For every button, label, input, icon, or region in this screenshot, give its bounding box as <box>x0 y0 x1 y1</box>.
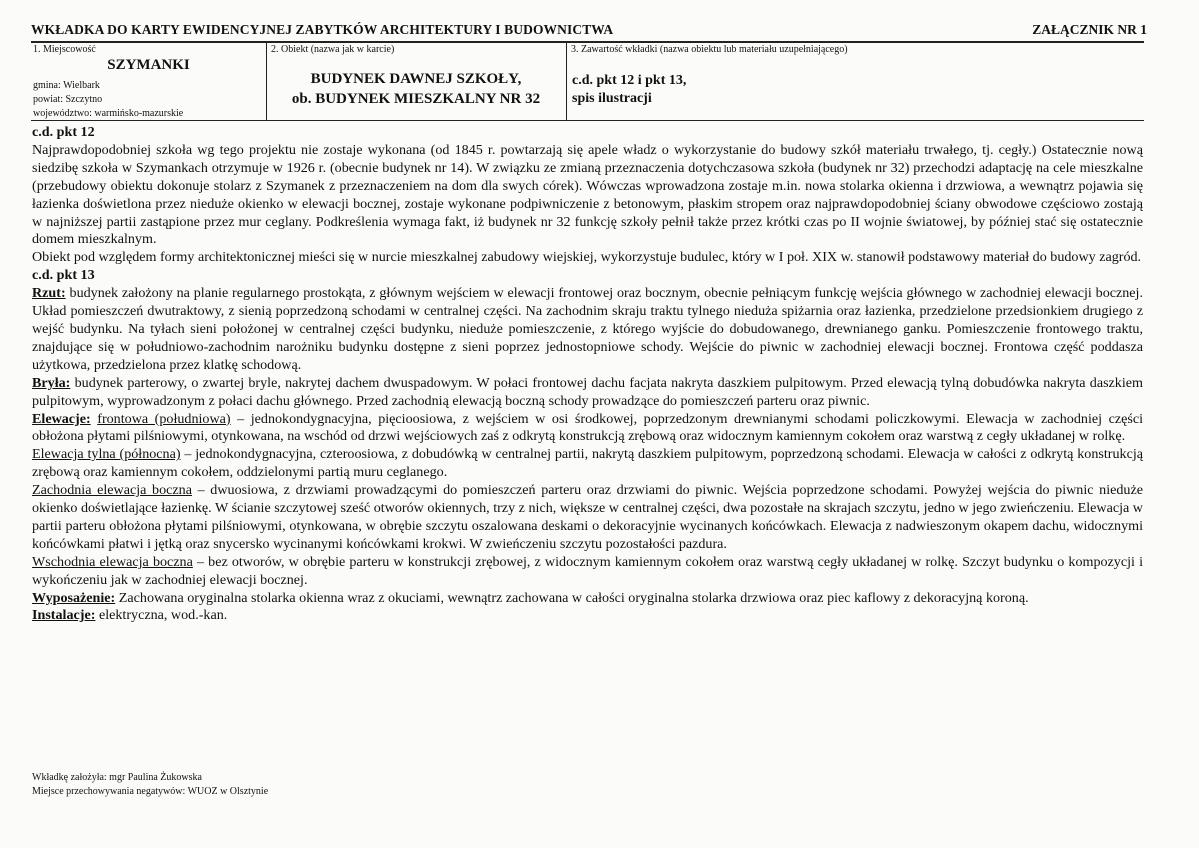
attachment-number: ZAŁĄCZNIK NR 1 <box>1032 22 1147 37</box>
rzut-text: budynek założony na planie regularnego prostokąta, z głównym wejściem w elewacji frontowej oraz bocznym, obecnie pełniącym funkcję wejścia głównego w zachodniej elewacji bocznej. Układ pomieszczeń dwutraktowy, z sienią poprzedzoną schodami w centralnej części. Na zachodnim skraju traktu tylnego nieduża spiżarnia oraz łazienka, przedzielone przedsionkiem drugiego z wejść budynku. Na tyłach sieni położonej w centralnej części budynku, nieduże pomieszczenie, z którego wyjście do dobudowanego, drewnianego ganku. Pomieszczenie frontowego traktu, znajdujące się w południowo-zachodnim narożniku budynku dostępne z sieni poprzez jednostopniowe schody. Wejście do piwnic w zachodniej elewacji bocznej. Frontowa część poddasza użytkowa, przedzielona przez klatkę schodową. <box>32 285 1143 373</box>
wojewodztwo-line: województwo: warmińsko-mazurskie <box>33 108 184 119</box>
instalacje-paragraph <box>32 607 1143 625</box>
wyposazenie-text: Zachowana oryginalna stolarka okienna wraz z okuciami, wewnątrz zachowana w całości oryginalna stolarka drzwiowa oraz piec kaflowy z dekoracyjną koroną. <box>115 589 1029 606</box>
wschodnia-paragraph <box>32 554 1143 590</box>
contents-line-2: spis ilustracji <box>572 91 652 106</box>
bryla-text: budynek parterowy, o zwartej bryle, nakrytej dachem dwuspadowym. W połaci frontowej dachu facjata nakryta daszkiem pulpitowym. Przed elewacją tylną dobudówka nakryta daszkiem pulpitowym, wyprowadzonym z połaci dachu głównego. Przed zachodnią elewacją boczną schody prowadzące do pomieszczeń parteru oraz piwnic. <box>32 374 1143 409</box>
frontowa-label: frontowa (południowa) <box>97 410 231 427</box>
negatives-location-line: Miejsce przechowywania negatywów: WUOZ w Olsztynie <box>32 785 269 797</box>
document-body <box>32 124 1143 625</box>
tylna-paragraph <box>32 446 1143 482</box>
object-name-line-2: ob. BUDYNEK MIESZKALNY NR 32 <box>291 91 541 107</box>
pkt12-heading: c.d. pkt 12 <box>32 124 95 140</box>
powiat-line: powiat: Szczytno <box>33 94 103 105</box>
locality-label: 1. Miejscowość <box>33 44 96 55</box>
gmina-line: gmina: Wielbark <box>33 80 100 91</box>
frontowa-text: – jednokondygnacyjna, pięcioosiowa, z wejściem w osi środkowej, poprzedzonym drewnianymi schodami policzkowymi. Elewacja w zachodniej części obłożona płytami pilśniowymi, otynkowana, na wschód od drzwi wejściowych zaś z odkrytą konstrukcją zrębową oraz widocznym kamiennym cokołem oraz warstwą z cegły układanej w rolkę. <box>32 410 1143 445</box>
rzut-paragraph <box>32 285 1143 375</box>
zachodnia-paragraph <box>32 482 1143 554</box>
author-line: Wkładkę założyła: mgr Paulina Żukowska <box>32 772 202 783</box>
instalacje-label: Instalacje: <box>32 607 96 624</box>
instalacje-text: elektryczna, wod.-kan. <box>95 607 228 624</box>
zachodnia-text: – dwuosiowa, z drzwiami prowadzącymi do pomieszczeń parteru oraz drzwiami do piwnic. Wejścia poprzedzone schodami. Powyżej wejścia do piwnic nieduże okienko doświetlające łazienkę. W ścianie szczytowej sześć otworów okiennych, trzy z nich, większe w centralnej części, dwa pozostałe na skrajach szczytu, jedno w jego zwieńczeniu. Elewacja w partii parteru obłożona płytami pilśniowymi, otynkowana, w obrębie szczytu oszalowana deskami o dekoracyjnie wycinanych końcówkach. Elewacja z nadwieszonym okapem dachu, widocznymi końcówkami płatwi i jętką oraz snycersko wycinanymi końcówkami krokwi. W zwieńczeniu szczytu pozostałości pazdura. <box>32 482 1143 552</box>
pkt13-heading: c.d. pkt 13 <box>32 267 95 284</box>
locality-cell <box>33 42 264 120</box>
pkt12-paragraph-1: Najprawdopodobniej szkoła wg tego projektu nie zostaje wykonana (od 1845 r. powtarzają się apele władz o wykorzystanie do budowy szkół materiału trwałego, tj. cegły.) Ostatecznie nową siedzibę szkoła w Szymankach otrzymuje w 1926 r. (obecnie budynek nr 14). W związku ze zmianą przeznaczenia dotychczasowa szkoła (budynek nr 32) przechodzi adaptację na cele mieszkalne (przebudowy obiektu dokonuje stolarz z Szymanek z przeznaczeniem na dom dla swych córek). Wówczas wprowadzona zostaje m.in. nowa stolarka okienna i drzwiowa, a wewnątrz pojawia się łazienka doświetlona przez nieduże okienko w elewacji bocznej, zostaje wykonane podpiwniczenie z betonowym, płaskim stropem oraz najprawdopodobniej ściany obwodowe częściowo zostają w najniższej partii zastąpione przez mur ceglany. Podkreślenia wymaga fakt, iż budynek nr 32 funkcję szkoły pełnił także przez krótki czas po II wojnie światowej, by później stać się ostatecznie domem mieszkalnym. <box>32 141 1143 248</box>
header-divider-2 <box>566 41 567 121</box>
pkt12-paragraph-2: Obiekt pod względem formy architektonicznej mieści się w nurcie mieszkalnej zabudowy wiejskiej, wykorzystuje budulec, który w I poł. XIX w. stanowił podstawowy materiał do budowy zagród. <box>32 249 1142 266</box>
wyposazenie-label: Wyposażenie: <box>32 589 116 606</box>
rzut-label: Rzut: <box>32 285 66 302</box>
bryla-label: Bryła: <box>32 374 71 391</box>
elewacje-paragraph <box>32 411 1143 447</box>
object-label: 2. Obiekt (nazwa jak w karcie) <box>271 44 395 55</box>
tylna-text: – jednokondygnacyjna, czteroosiowa, z dobudówką w centralnej partii, nakrytą daszkiem pulpitowym, poprzedzoną schodami. Elewacja w całości z odkrytą konstrukcją zrębową oraz kamiennym cokołem, oddzielonymi partią muru ceglanego. <box>32 446 1143 481</box>
elewacje-label: Elewacje: <box>32 410 91 427</box>
wschodnia-label: Wschodnia elewacja boczna <box>32 553 193 570</box>
contents-line-1: c.d. pkt 12 i pkt 13, <box>572 73 687 88</box>
wyposazenie-paragraph <box>32 590 1143 608</box>
object-name-line-1: BUDYNEK DAWNEJ SZKOŁY, <box>310 71 522 87</box>
document-footer <box>32 771 268 798</box>
bryla-paragraph <box>32 375 1143 411</box>
locality-value: SZYMANKI <box>107 57 190 73</box>
wschodnia-text: – bez otworów, w obrębie parteru w konstrukcji zrębowej, z widocznym kamiennym cokołem oraz warstwą cegły układanej w rolkę. Szczyt budynku o kompozycji i wykończeniu jak w zachodniej elewacji bocznej. <box>32 553 1143 588</box>
document-title: WKŁADKA DO KARTY EWIDENCYJNEJ ZABYTKÓW ARCHITEKTURY I BUDOWNICTWA <box>31 22 614 37</box>
header-bottom-rule <box>31 120 1144 121</box>
contents-label: 3. Zawartość wkładki (nazwa obiektu lub materiału uzupełniającego) <box>571 44 848 55</box>
tylna-label: Elewacja tylna (północna) <box>32 446 181 463</box>
zachodnia-label: Zachodnia elewacja boczna <box>32 482 192 499</box>
